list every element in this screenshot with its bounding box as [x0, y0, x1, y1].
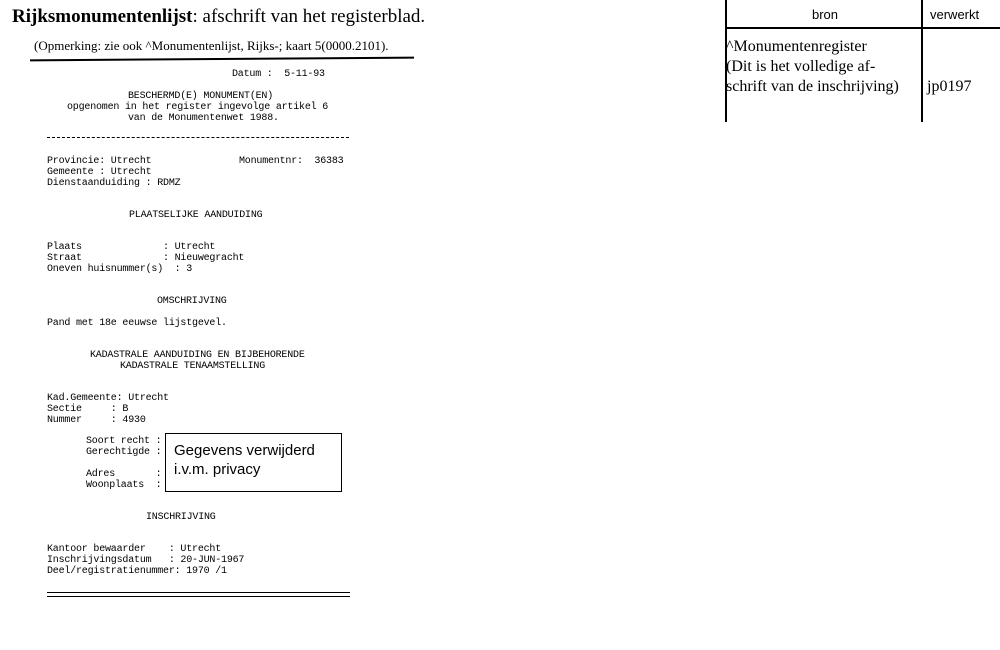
verwerkt-value: jp0197 [927, 78, 972, 95]
redaction-line-1: Gegevens verwijderd [174, 442, 315, 459]
woonplaats-label: Woonplaats : [86, 480, 162, 491]
page-title: Rijksmonumentenlijst: afschrift van het registerblad. [12, 6, 426, 27]
plaats-field: Plaats : Utrecht [47, 242, 216, 253]
kantoor-field: Kantoor bewaarder : Utrecht [47, 544, 222, 555]
document-heading-3: van de Monumentenwet 1988. [128, 113, 279, 124]
bron-line-2: (Dit is het volledige af- [726, 58, 876, 75]
privacy-redaction-box [165, 433, 342, 492]
gerechtigde-label: Gerechtigde : [86, 447, 162, 458]
bron-line-3: schrift van de inschrijving) [726, 78, 899, 95]
section-omschrijving: OMSCHRIJVING [157, 296, 227, 307]
dienst-field: Dienstaanduiding : RDMZ [47, 178, 181, 189]
monumentnr-field: Monumentnr: 36383 [239, 156, 344, 167]
column-header-bron: bron [812, 7, 839, 22]
soort-recht-label: Soort recht : [86, 436, 162, 447]
section-inschrijving: INSCHRIJVING [146, 512, 216, 523]
huisnummer-field: Oneven huisnummer(s) : 3 [47, 264, 193, 275]
header-underline [30, 57, 414, 61]
table-column-divider [921, 0, 923, 122]
section-plaatselijke: PLAATSELIJKE AANDUIDING [129, 210, 263, 221]
column-header-verwerkt: verwerkt [930, 7, 980, 22]
gemeente-field: Gemeente : Utrecht [47, 167, 152, 178]
inschrijvingsdatum-field: Inschrijvingsdatum : 20-JUN-1967 [47, 555, 245, 566]
document-heading-1: BESCHERMD(E) MONUMENT(EN) [128, 91, 274, 102]
section-kadastrale-1: KADASTRALE AANDUIDING EN BIJBEHORENDE [90, 350, 305, 361]
bron-line-1: ^Monumentenregister [726, 38, 867, 55]
document-date: Datum : 5-11-93 [232, 69, 325, 80]
table-header-rule [725, 27, 1000, 29]
provincie-field: Provincie: Utrecht [47, 156, 152, 167]
sectie-field: Sectie : B [47, 404, 129, 415]
straat-field: Straat : Nieuwegracht [47, 253, 245, 264]
document-divider [47, 137, 349, 138]
deel-field: Deel/registratienummer: 1970 /1 [47, 566, 227, 577]
kad-gemeente-field: Kad.Gemeente: Utrecht [47, 393, 169, 404]
omschrijving-text: Pand met 18e eeuwse lijstgevel. [47, 318, 227, 329]
remark-text: (Opmerking: zie ook ^Monumentenlijst, Rijks-; kaart 5(0000.2101). [34, 38, 389, 53]
section-kadastrale-2: KADASTRALE TENAAMSTELLING [120, 361, 266, 372]
document-heading-2: opgenomen in het register ingevolge artikel 6 [67, 102, 329, 113]
redaction-line-2: i.v.m. privacy [174, 461, 261, 478]
document-end-double-rule [47, 592, 350, 597]
adres-label: Adres : [86, 469, 162, 480]
nummer-field: Nummer : 4930 [47, 415, 146, 426]
